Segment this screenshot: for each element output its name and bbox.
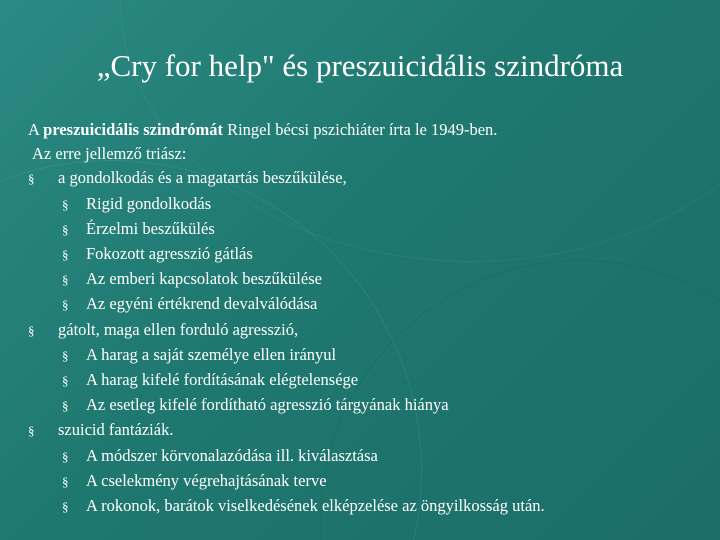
bullet-icon: § <box>62 196 69 212</box>
list-item-text: A rokonok, barátok viselkedésének elképzelése az öngyilkosság után. <box>86 496 545 516</box>
list-item-text: A cselekmény végrehajtásának terve <box>86 470 327 490</box>
bullet-icon: § <box>62 347 69 363</box>
list-item-text: Az esetleg kifelé fordítható agresszió tárgyának hiánya <box>86 395 449 415</box>
list-item <box>28 368 708 393</box>
list-item <box>28 469 708 494</box>
section-label: gátolt, maga ellen forduló agresszió, <box>58 319 299 339</box>
slide-title: „Cry for help" és preszuicidális szindróma <box>96 48 624 83</box>
intro-bold-term: preszuicidális szindrómát <box>43 120 223 139</box>
list-item-text: A harag kifelé fordításának elégtelensége <box>86 370 359 390</box>
list-item <box>28 292 708 317</box>
bullet-icon: § <box>62 448 69 464</box>
bullet-icon: § <box>62 398 69 414</box>
bullet-icon: § <box>28 423 35 439</box>
list-item <box>28 267 708 292</box>
bullet-icon: § <box>62 373 69 389</box>
section-heading <box>28 318 708 343</box>
section-heading <box>28 166 708 191</box>
intro-line <box>28 118 708 142</box>
lead-line: Az erre jellemző triász: <box>32 144 187 164</box>
list-item-text: A harag a saját személye ellen irányul <box>86 344 337 364</box>
intro-prefix: A <box>28 120 44 139</box>
bullet-icon: § <box>62 499 69 515</box>
bullet-icon: § <box>62 247 69 263</box>
bullet-icon: § <box>62 297 69 313</box>
intro-suffix: Ringel bécsi pszichiáter írta le 1949-ben. <box>222 120 498 139</box>
bullet-icon: § <box>28 322 35 338</box>
list-item-text: Érzelmi beszűkülés <box>86 218 215 238</box>
list-item-text: Az emberi kapcsolatok beszűkülése <box>86 269 322 289</box>
slide-body <box>28 118 708 519</box>
list-item <box>28 217 708 242</box>
list-item <box>28 192 708 217</box>
section-label: szuicid fantáziák. <box>58 420 174 440</box>
bullet-icon: § <box>62 473 69 489</box>
bullet-icon: § <box>62 272 69 288</box>
list-item-text: Az egyéni értékrend devalválódása <box>86 294 318 314</box>
list-item <box>28 393 708 418</box>
list-item <box>28 343 708 368</box>
section-heading <box>28 418 708 443</box>
list-item-text: A módszer körvonalazódása ill. kiválasztása <box>86 445 378 465</box>
section-label: a gondolkodás és a magatartás beszűkülése, <box>58 168 347 188</box>
list-item-text: Fokozott agresszió gátlás <box>86 244 253 264</box>
bullet-icon: § <box>62 221 69 237</box>
bullet-icon: § <box>28 171 35 187</box>
list-item <box>28 494 708 519</box>
list-item <box>28 444 708 469</box>
list-item-text: Rigid gondolkodás <box>86 193 212 213</box>
list-item <box>28 242 708 267</box>
